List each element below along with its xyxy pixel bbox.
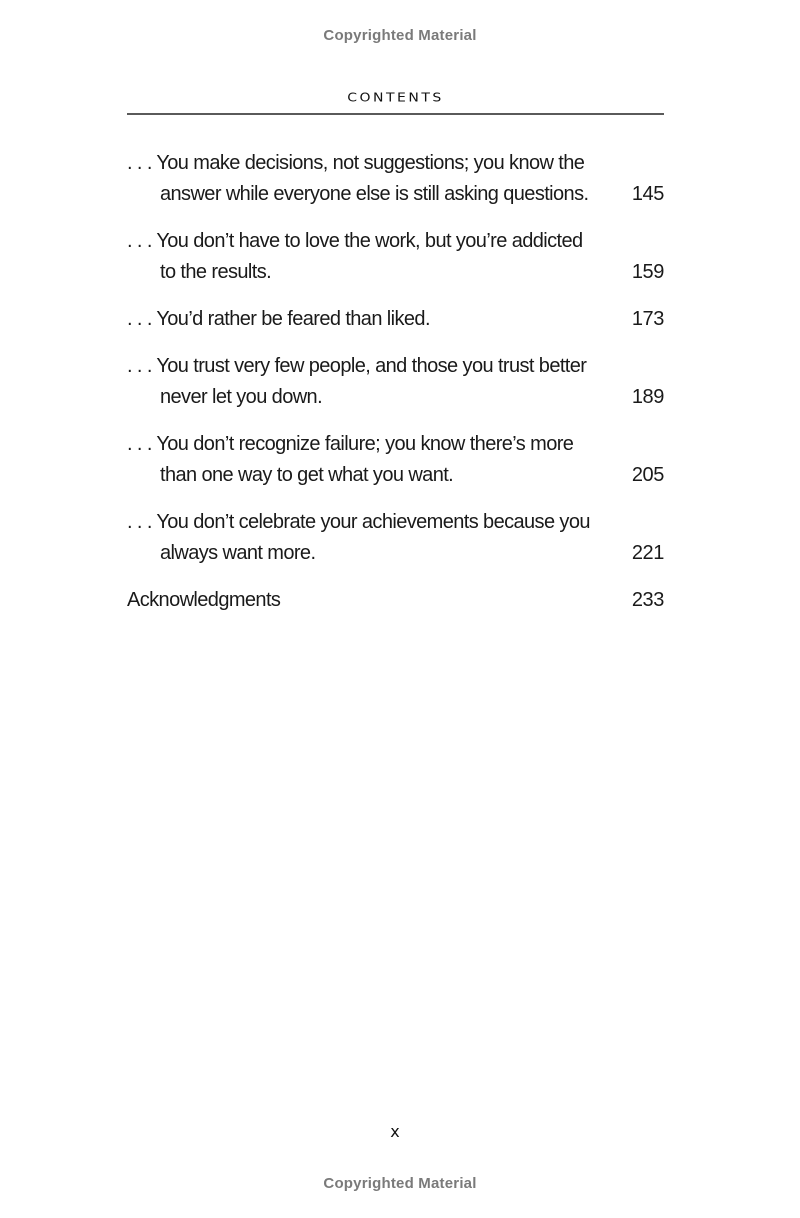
toc-page-number: 159 [631,261,664,283]
toc-entry[interactable] [127,148,664,210]
toc-entry[interactable] [127,429,664,491]
toc-entry-title: Acknowledgments [127,589,281,611]
toc-entry-title: . . . You’d rather be feared than liked. [127,308,430,330]
toc-page-number: 233 [631,589,664,611]
toc-page-number: 205 [631,464,664,486]
toc-entry-title: . . . You make decisions, not suggestions; you know the answer while everyone else is still asking questions. [127,152,589,205]
running-head: CONTENTS [347,90,444,106]
toc-page-number: 189 [631,386,664,408]
toc-page-number: 145 [631,183,664,205]
toc-page-number: 221 [631,542,664,564]
toc-page-number: 173 [631,308,664,330]
toc-entry[interactable] [127,351,664,413]
page-folio: x [390,1122,400,1141]
copyright-watermark-top: Copyrighted Material [323,27,477,44]
toc-entry-acknowledgments[interactable] [127,585,664,616]
toc-entry[interactable] [127,507,664,569]
toc-entry[interactable] [127,226,664,288]
table-of-contents [127,148,664,632]
toc-entry-title: . . . You don’t celebrate your achievements because you always want more. [127,511,590,564]
toc-entry-title: . . . You don’t have to love the work, but you’re addicted to the results. [127,230,583,283]
toc-entry-title: . . . You don’t recognize failure; you know there’s more than one way to get what you want. [127,433,574,486]
toc-entry[interactable] [127,304,664,335]
copyright-watermark-bottom: Copyrighted Material [323,1175,477,1192]
header-rule [127,113,664,115]
toc-entry-title: . . . You trust very few people, and those you trust better never let you down. [127,355,587,408]
